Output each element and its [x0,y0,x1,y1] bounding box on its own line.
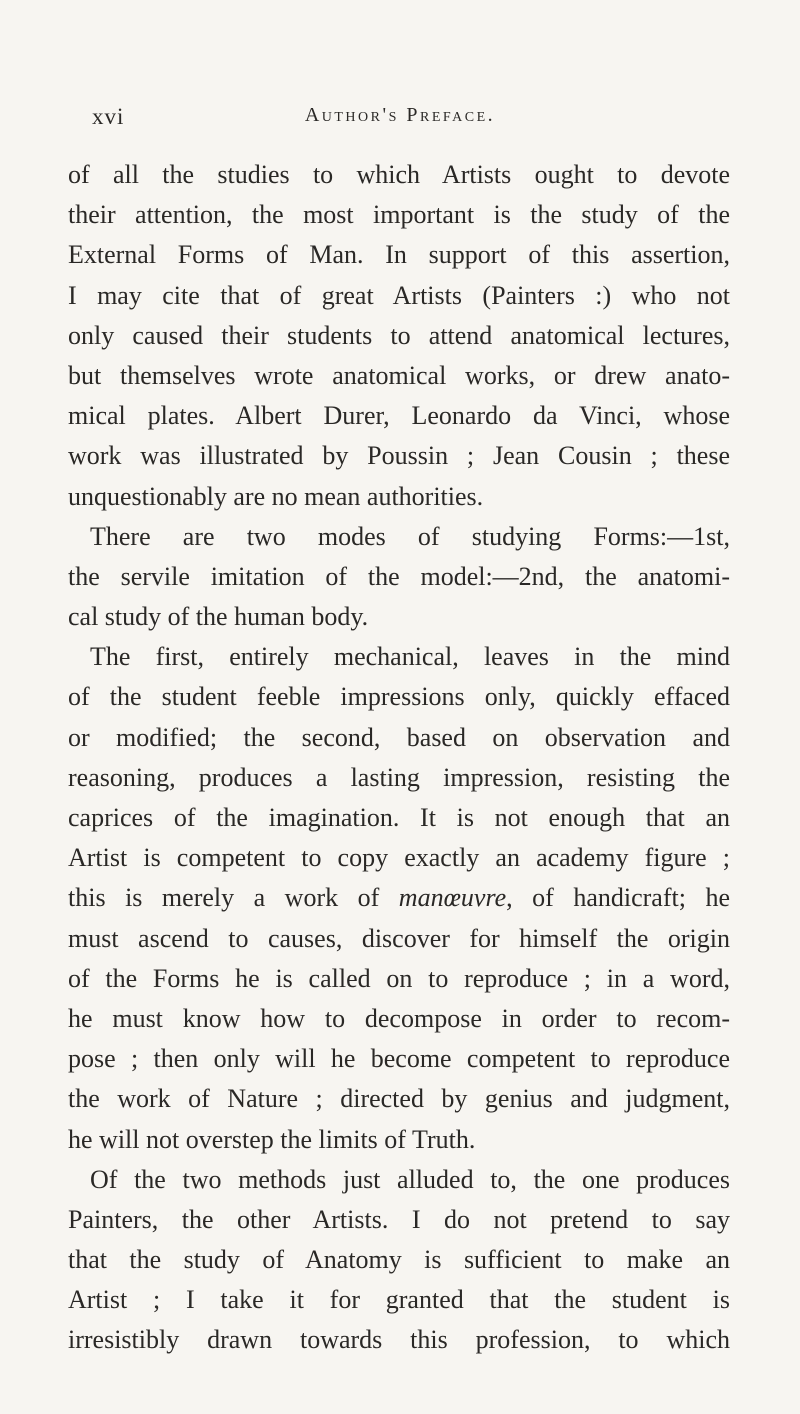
text-line: but themselves wrote anatomical works, or drew anato- [68,360,730,390]
text-line: There are two modes of studying Forms:—1st, [90,521,730,551]
text-line: Artist is competent to copy exactly an academy figure ; [68,843,730,873]
text-line: the work of Nature ; directed by genius and judgment, [68,1084,730,1114]
text-line: of the student feeble impressions only, quickly effaced [68,682,730,712]
page-number: xvi [92,104,125,129]
text-line: that the study of Anatomy is sufficient to make an [68,1245,730,1275]
text-line: of all the studies to which Artists ought to devote [68,160,730,189]
text-line: this is merely a work of manœuvre, of handicraft; he [68,883,730,913]
text-line: must ascend to causes, discover for himself the origin [68,923,730,953]
paragraph [68,155,730,517]
text-line: Painters, the other Artists. I do not pretend to say [68,1204,730,1234]
text-line: the servile imitation of the model:—2nd, the anatomi- [68,561,730,591]
text-line: The first, entirely mechanical, leaves in the mind [90,642,730,672]
text-line: pose ; then only will he become competent to reproduce [68,1044,730,1074]
text-line: Of the two methods just alluded to, the one produces [90,1164,730,1194]
text-line: Artist ; I take it for granted that the student is [68,1285,730,1315]
paragraph [68,517,730,638]
page-header [92,104,708,144]
text-line: irresistibly drawn towards this profession, to which [68,1325,730,1355]
text-line: only caused their students to attend anatomical lectures, [68,320,730,350]
text-line: I may cite that of great Artists (Painters :) who not [68,280,730,310]
text-line: their attention, the most important is the study of the [68,200,730,230]
paragraph [68,1160,730,1361]
text-line: unquestionably are no mean authorities. [68,481,484,511]
text-line: caprices of the imagination. It is not enough that an [68,803,730,832]
text-line: work was illustrated by Poussin ; Jean Cousin ; these [68,441,730,471]
text-line: mical plates. Albert Durer, Leonardo da Vinci, whose [68,401,730,431]
paragraph [68,637,730,1159]
text-line: he must know how to decompose in order to recom- [68,1003,730,1033]
text-line: cal study of the human body. [68,602,369,632]
page-body [68,155,730,1361]
text-line: or modified; the second, based on observation and [68,722,730,752]
text-line: reasoning, produces a lasting impression, resisting the [68,762,730,792]
text-line: of the Forms he is called on to reproduce ; in a word, [68,963,730,993]
text-line: he will not overstep the limits of Truth. [68,1124,476,1154]
text-line: External Forms of Man. In support of this assertion, [68,240,730,270]
running-head: Author's Preface. [304,104,496,126]
